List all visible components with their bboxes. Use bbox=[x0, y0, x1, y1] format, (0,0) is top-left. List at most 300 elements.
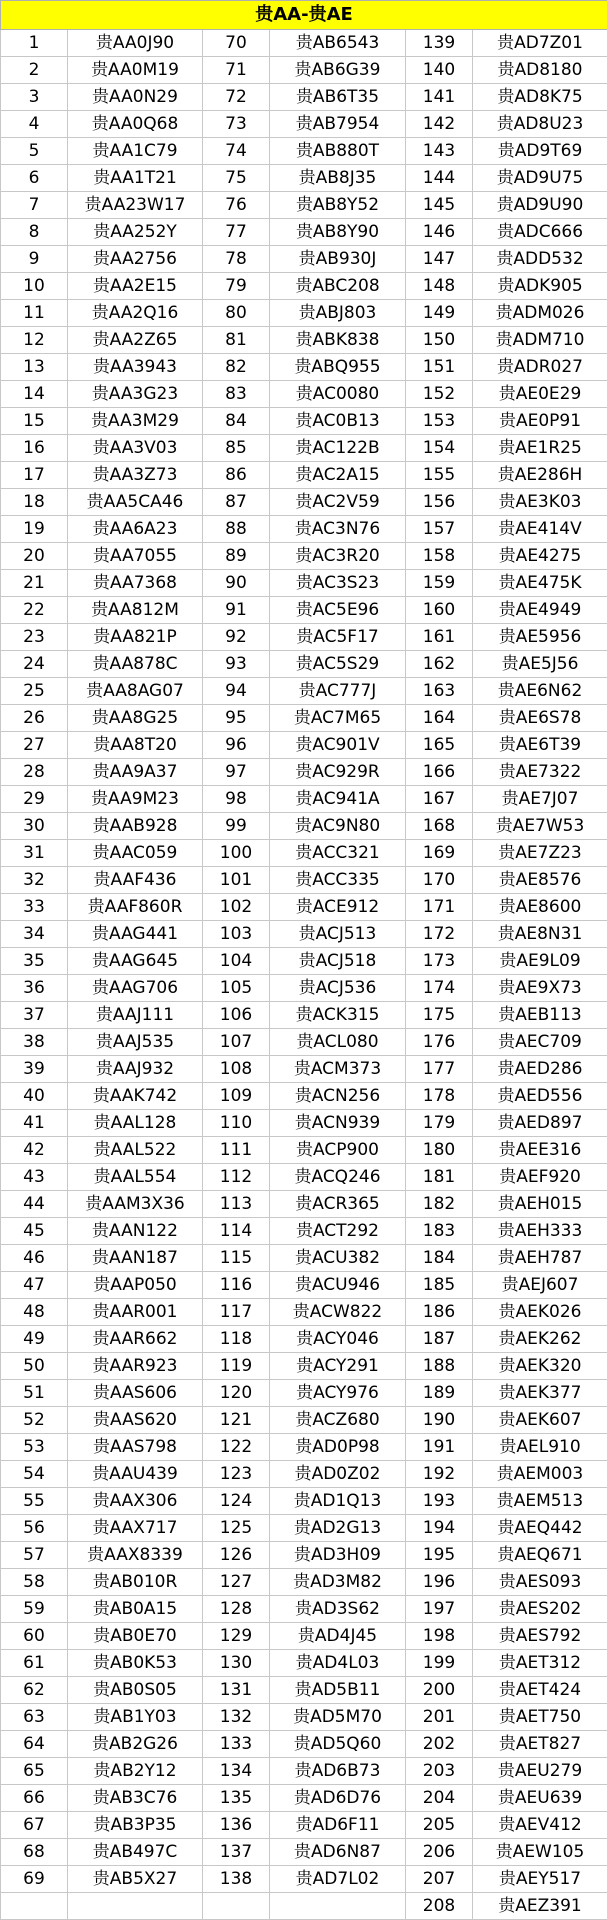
row-number: 107 bbox=[203, 1029, 270, 1056]
row-number: 29 bbox=[1, 786, 68, 813]
plate-number: 贵AA1T21 bbox=[68, 165, 203, 192]
row-number: 22 bbox=[1, 597, 68, 624]
plate-number: 贵AE1R25 bbox=[473, 435, 607, 462]
table-row bbox=[1, 489, 607, 516]
table-row bbox=[1, 1353, 607, 1380]
table-row bbox=[1, 1596, 607, 1623]
plate-number: 贵AA3V03 bbox=[68, 435, 203, 462]
plate-number: 贵ABC208 bbox=[270, 273, 406, 300]
row-number: 153 bbox=[406, 408, 473, 435]
plate-number: 贵AEK026 bbox=[473, 1299, 607, 1326]
plate-number: 贵AD7L02 bbox=[270, 1866, 406, 1893]
plate-number: 贵AAL522 bbox=[68, 1137, 203, 1164]
table-row bbox=[1, 1002, 607, 1029]
row-number: 59 bbox=[1, 1596, 68, 1623]
plate-number: 贵AC9N80 bbox=[270, 813, 406, 840]
row-number: 90 bbox=[203, 570, 270, 597]
plate-number: 贵AB1Y03 bbox=[68, 1704, 203, 1731]
row-number: 99 bbox=[203, 813, 270, 840]
row-number: 198 bbox=[406, 1623, 473, 1650]
plate-number: 贵AA9A37 bbox=[68, 759, 203, 786]
plate-number: 贵AA7368 bbox=[68, 570, 203, 597]
row-number: 16 bbox=[1, 435, 68, 462]
row-number: 203 bbox=[406, 1758, 473, 1785]
row-number: 63 bbox=[1, 1704, 68, 1731]
plate-number: 贵ADD532 bbox=[473, 246, 607, 273]
plate-number: 贵AB2G26 bbox=[68, 1731, 203, 1758]
plate-number: 贵AC5F17 bbox=[270, 624, 406, 651]
row-number: 174 bbox=[406, 975, 473, 1002]
row-number: 161 bbox=[406, 624, 473, 651]
plate-number: 贵AB6543 bbox=[270, 30, 406, 57]
plate-number: 贵AEK607 bbox=[473, 1407, 607, 1434]
plate-number: 贵AB497C bbox=[68, 1839, 203, 1866]
plate-number: 贵AET424 bbox=[473, 1677, 607, 1704]
plate-number: 贵AAB928 bbox=[68, 813, 203, 840]
row-number: 110 bbox=[203, 1110, 270, 1137]
plate-number: 贵AAS620 bbox=[68, 1407, 203, 1434]
row-number: 195 bbox=[406, 1542, 473, 1569]
plate-number: 贵AE8600 bbox=[473, 894, 607, 921]
row-number: 206 bbox=[406, 1839, 473, 1866]
plate-number: 贵AA8AG07 bbox=[68, 678, 203, 705]
plate-number: 贵AA3943 bbox=[68, 354, 203, 381]
plate-number: 贵AE8576 bbox=[473, 867, 607, 894]
plate-number: 贵AA0N29 bbox=[68, 84, 203, 111]
plate-number: 贵AA8G25 bbox=[68, 705, 203, 732]
plate-number: 贵AD0P98 bbox=[270, 1434, 406, 1461]
row-number: 109 bbox=[203, 1083, 270, 1110]
row-number: 204 bbox=[406, 1785, 473, 1812]
row-number: 138 bbox=[203, 1866, 270, 1893]
row-number: 93 bbox=[203, 651, 270, 678]
row-number: 67 bbox=[1, 1812, 68, 1839]
table-row bbox=[1, 1110, 607, 1137]
table-row bbox=[1, 543, 607, 570]
row-number: 137 bbox=[203, 1839, 270, 1866]
plate-number: 贵AE4949 bbox=[473, 597, 607, 624]
plate-number: 贵AEC709 bbox=[473, 1029, 607, 1056]
table-row bbox=[1, 570, 607, 597]
plate-number: 贵AE6N62 bbox=[473, 678, 607, 705]
table-row bbox=[1, 1434, 607, 1461]
table-row bbox=[1, 1164, 607, 1191]
plate-number: 贵AA2Q16 bbox=[68, 300, 203, 327]
row-number: 116 bbox=[203, 1272, 270, 1299]
row-number: 27 bbox=[1, 732, 68, 759]
plate-number: 贵ACK315 bbox=[270, 1002, 406, 1029]
table-row bbox=[1, 327, 607, 354]
plate-number: 贵AD5M70 bbox=[270, 1704, 406, 1731]
table-row bbox=[1, 867, 607, 894]
row-number: 170 bbox=[406, 867, 473, 894]
plate-number: 贵AAJ535 bbox=[68, 1029, 203, 1056]
row-number: 56 bbox=[1, 1515, 68, 1542]
plate-number: 贵AD8U23 bbox=[473, 111, 607, 138]
row-number: 84 bbox=[203, 408, 270, 435]
row-number: 190 bbox=[406, 1407, 473, 1434]
plate-number: 贵AAL128 bbox=[68, 1110, 203, 1137]
row-number: 197 bbox=[406, 1596, 473, 1623]
plate-number: 贵AB7954 bbox=[270, 111, 406, 138]
plate-number: 贵AEZ391 bbox=[473, 1893, 607, 1920]
row-number: 100 bbox=[203, 840, 270, 867]
row-number: 50 bbox=[1, 1353, 68, 1380]
plate-number: 贵AB8Y52 bbox=[270, 192, 406, 219]
plate-number: 贵AAG441 bbox=[68, 921, 203, 948]
plate-number: 贵AC777J bbox=[270, 678, 406, 705]
row-number: 61 bbox=[1, 1650, 68, 1677]
table-row bbox=[1, 30, 607, 57]
row-number: 97 bbox=[203, 759, 270, 786]
row-number: 121 bbox=[203, 1407, 270, 1434]
plate-number: 贵AE3K03 bbox=[473, 489, 607, 516]
row-number: 8 bbox=[1, 219, 68, 246]
plate-number: 贵ABJ803 bbox=[270, 300, 406, 327]
plate-number: 贵AE8N31 bbox=[473, 921, 607, 948]
plate-number: 贵AA3Z73 bbox=[68, 462, 203, 489]
plate-number: 贵AE7322 bbox=[473, 759, 607, 786]
table-row bbox=[1, 1218, 607, 1245]
row-number: 49 bbox=[1, 1326, 68, 1353]
plate-number: 贵AA0Q68 bbox=[68, 111, 203, 138]
row-number: 189 bbox=[406, 1380, 473, 1407]
row-number: 134 bbox=[203, 1758, 270, 1785]
row-number: 111 bbox=[203, 1137, 270, 1164]
plate-number: 贵AEM513 bbox=[473, 1488, 607, 1515]
plate-number: 贵AEH015 bbox=[473, 1191, 607, 1218]
plate-number: 贵AD6F11 bbox=[270, 1812, 406, 1839]
plate-number: 贵ACP900 bbox=[270, 1137, 406, 1164]
row-number: 48 bbox=[1, 1299, 68, 1326]
row-number: 40 bbox=[1, 1083, 68, 1110]
row-number: 15 bbox=[1, 408, 68, 435]
row-number: 19 bbox=[1, 516, 68, 543]
row-number: 13 bbox=[1, 354, 68, 381]
row-number: 91 bbox=[203, 597, 270, 624]
plate-number: 贵AB880T bbox=[270, 138, 406, 165]
plate-number: 贵ABQ955 bbox=[270, 354, 406, 381]
row-number: 122 bbox=[203, 1434, 270, 1461]
table-row bbox=[1, 1812, 607, 1839]
row-number: 124 bbox=[203, 1488, 270, 1515]
row-number: 139 bbox=[406, 30, 473, 57]
row-number: 89 bbox=[203, 543, 270, 570]
table-row bbox=[1, 1299, 607, 1326]
table-row bbox=[1, 1137, 607, 1164]
plate-number: 贵AEB113 bbox=[473, 1002, 607, 1029]
row-number: 152 bbox=[406, 381, 473, 408]
plate-number: 贵AAR001 bbox=[68, 1299, 203, 1326]
table-row bbox=[1, 624, 607, 651]
table-row bbox=[1, 1650, 607, 1677]
plate-number: 贵AC2A15 bbox=[270, 462, 406, 489]
plate-number: 贵AC3R20 bbox=[270, 543, 406, 570]
plate-number: 贵AEH333 bbox=[473, 1218, 607, 1245]
plate-number: 贵AE9L09 bbox=[473, 948, 607, 975]
plate-number: 贵AC5E96 bbox=[270, 597, 406, 624]
plate-number: 贵AB8Y90 bbox=[270, 219, 406, 246]
row-number: 120 bbox=[203, 1380, 270, 1407]
row-number: 37 bbox=[1, 1002, 68, 1029]
plate-number: 贵ACC335 bbox=[270, 867, 406, 894]
table-row bbox=[1, 1083, 607, 1110]
plate-number: 贵AA0M19 bbox=[68, 57, 203, 84]
plate-number: 贵AE5956 bbox=[473, 624, 607, 651]
row-number: 180 bbox=[406, 1137, 473, 1164]
plate-number: 贵AC0B13 bbox=[270, 408, 406, 435]
plate-number: 贵AD3S62 bbox=[270, 1596, 406, 1623]
table-row bbox=[1, 813, 607, 840]
plate-number: 贵AE9X73 bbox=[473, 975, 607, 1002]
plate-number: 贵AE6T39 bbox=[473, 732, 607, 759]
table-row bbox=[1, 1245, 607, 1272]
row-number: 113 bbox=[203, 1191, 270, 1218]
plate-number: 贵AD9U90 bbox=[473, 192, 607, 219]
plate-number: 贵ACM373 bbox=[270, 1056, 406, 1083]
table-row bbox=[1, 1272, 607, 1299]
table-row bbox=[1, 273, 607, 300]
plate-number: 贵AD0Z02 bbox=[270, 1461, 406, 1488]
row-number: 167 bbox=[406, 786, 473, 813]
plate-number: 贵AD3H09 bbox=[270, 1542, 406, 1569]
plate-number: 贵ADC666 bbox=[473, 219, 607, 246]
row-number: 92 bbox=[203, 624, 270, 651]
plate-number: 贵ACQ246 bbox=[270, 1164, 406, 1191]
plate-number: 贵AAM3X36 bbox=[68, 1191, 203, 1218]
row-number: 55 bbox=[1, 1488, 68, 1515]
plate-number: 贵AB010R bbox=[68, 1569, 203, 1596]
row-number: 156 bbox=[406, 489, 473, 516]
row-number: 31 bbox=[1, 840, 68, 867]
plate-number: 贵AA821P bbox=[68, 624, 203, 651]
plate-number: 贵AD6D76 bbox=[270, 1785, 406, 1812]
row-number: 81 bbox=[203, 327, 270, 354]
plate-number: 贵AC941A bbox=[270, 786, 406, 813]
plate-number: 贵AB6T35 bbox=[270, 84, 406, 111]
row-number: 96 bbox=[203, 732, 270, 759]
table-row bbox=[1, 300, 607, 327]
row-number: 151 bbox=[406, 354, 473, 381]
row-number: 128 bbox=[203, 1596, 270, 1623]
plate-number: 贵AC5S29 bbox=[270, 651, 406, 678]
row-number: 196 bbox=[406, 1569, 473, 1596]
plate-number: 贵AAL554 bbox=[68, 1164, 203, 1191]
plate-number: 贵AES792 bbox=[473, 1623, 607, 1650]
row-number: 182 bbox=[406, 1191, 473, 1218]
plate-number: 贵AB2Y12 bbox=[68, 1758, 203, 1785]
row-number: 21 bbox=[1, 570, 68, 597]
plate-number: 贵AC0080 bbox=[270, 381, 406, 408]
row-number: 193 bbox=[406, 1488, 473, 1515]
plate-number: 贵AAG706 bbox=[68, 975, 203, 1002]
plate-number: 贵AB8J35 bbox=[270, 165, 406, 192]
row-number: 83 bbox=[203, 381, 270, 408]
table-row bbox=[1, 192, 607, 219]
row-number: 126 bbox=[203, 1542, 270, 1569]
plate-number: 贵AAX306 bbox=[68, 1488, 203, 1515]
row-number: 119 bbox=[203, 1353, 270, 1380]
row-number bbox=[1, 1893, 68, 1920]
row-number: 52 bbox=[1, 1407, 68, 1434]
row-number: 98 bbox=[203, 786, 270, 813]
table-row bbox=[1, 597, 607, 624]
plate-number: 贵AAN187 bbox=[68, 1245, 203, 1272]
row-number: 33 bbox=[1, 894, 68, 921]
plate-number: 贵AAG645 bbox=[68, 948, 203, 975]
row-number: 1 bbox=[1, 30, 68, 57]
row-number: 145 bbox=[406, 192, 473, 219]
row-number: 202 bbox=[406, 1731, 473, 1758]
row-number: 46 bbox=[1, 1245, 68, 1272]
row-number: 191 bbox=[406, 1434, 473, 1461]
row-number: 80 bbox=[203, 300, 270, 327]
plate-number: 贵AED286 bbox=[473, 1056, 607, 1083]
plate-number: 贵AD7Z01 bbox=[473, 30, 607, 57]
row-number: 60 bbox=[1, 1623, 68, 1650]
row-number: 66 bbox=[1, 1785, 68, 1812]
row-number: 47 bbox=[1, 1272, 68, 1299]
plate-number: 贵AEQ671 bbox=[473, 1542, 607, 1569]
row-number: 39 bbox=[1, 1056, 68, 1083]
row-number: 187 bbox=[406, 1326, 473, 1353]
row-number: 103 bbox=[203, 921, 270, 948]
row-number: 183 bbox=[406, 1218, 473, 1245]
table-row bbox=[1, 1326, 607, 1353]
plate-number: 贵AEV412 bbox=[473, 1812, 607, 1839]
row-number: 165 bbox=[406, 732, 473, 759]
row-number: 143 bbox=[406, 138, 473, 165]
row-number: 154 bbox=[406, 435, 473, 462]
table-row bbox=[1, 84, 607, 111]
row-number: 159 bbox=[406, 570, 473, 597]
plate-number: 贵AB6G39 bbox=[270, 57, 406, 84]
row-number: 136 bbox=[203, 1812, 270, 1839]
row-number: 140 bbox=[406, 57, 473, 84]
row-number: 18 bbox=[1, 489, 68, 516]
row-number: 30 bbox=[1, 813, 68, 840]
row-number: 178 bbox=[406, 1083, 473, 1110]
row-number: 64 bbox=[1, 1731, 68, 1758]
table-row bbox=[1, 1191, 607, 1218]
plate-number: 贵AE7J07 bbox=[473, 786, 607, 813]
row-number: 6 bbox=[1, 165, 68, 192]
plate-number: 贵AC122B bbox=[270, 435, 406, 462]
plate-number: 贵AAC059 bbox=[68, 840, 203, 867]
plate-number: 贵ACT292 bbox=[270, 1218, 406, 1245]
table-row bbox=[1, 732, 607, 759]
plate-number: 贵AB930J bbox=[270, 246, 406, 273]
plate-number: 贵AA3G23 bbox=[68, 381, 203, 408]
plate-number: 贵AAR923 bbox=[68, 1353, 203, 1380]
table-row bbox=[1, 1731, 607, 1758]
row-number: 35 bbox=[1, 948, 68, 975]
row-number: 101 bbox=[203, 867, 270, 894]
plate-number: 贵ACN939 bbox=[270, 1110, 406, 1137]
row-number: 54 bbox=[1, 1461, 68, 1488]
plate-number: 贵AA2E15 bbox=[68, 273, 203, 300]
plate-number: 贵AEW105 bbox=[473, 1839, 607, 1866]
row-number: 146 bbox=[406, 219, 473, 246]
plate-number: 贵AD9U75 bbox=[473, 165, 607, 192]
row-number: 181 bbox=[406, 1164, 473, 1191]
row-number: 149 bbox=[406, 300, 473, 327]
table-row bbox=[1, 975, 607, 1002]
plate-number: 贵AD9T69 bbox=[473, 138, 607, 165]
table-row bbox=[1, 1866, 607, 1893]
row-number: 173 bbox=[406, 948, 473, 975]
table-row bbox=[1, 1461, 607, 1488]
plate-number: 贵ADR027 bbox=[473, 354, 607, 381]
row-number: 69 bbox=[1, 1866, 68, 1893]
table-row bbox=[1, 138, 607, 165]
row-number: 74 bbox=[203, 138, 270, 165]
plate-number: 贵ACU946 bbox=[270, 1272, 406, 1299]
row-number: 78 bbox=[203, 246, 270, 273]
plate-number: 贵AEL910 bbox=[473, 1434, 607, 1461]
plate-number: 贵AEK262 bbox=[473, 1326, 607, 1353]
row-number: 199 bbox=[406, 1650, 473, 1677]
row-number: 188 bbox=[406, 1353, 473, 1380]
table-row bbox=[1, 1839, 607, 1866]
table-row bbox=[1, 678, 607, 705]
plate-number: 贵AEM003 bbox=[473, 1461, 607, 1488]
row-number: 184 bbox=[406, 1245, 473, 1272]
row-number: 4 bbox=[1, 111, 68, 138]
table-row bbox=[1, 1569, 607, 1596]
row-number: 20 bbox=[1, 543, 68, 570]
row-number: 177 bbox=[406, 1056, 473, 1083]
row-number: 85 bbox=[203, 435, 270, 462]
plate-number: 贵ACJ513 bbox=[270, 921, 406, 948]
row-number bbox=[203, 1893, 270, 1920]
plate-number: 贵AAS606 bbox=[68, 1380, 203, 1407]
row-number: 186 bbox=[406, 1299, 473, 1326]
plate-number: 贵AB5X27 bbox=[68, 1866, 203, 1893]
row-number: 65 bbox=[1, 1758, 68, 1785]
plate-number: 贵AES202 bbox=[473, 1596, 607, 1623]
table-row bbox=[1, 840, 607, 867]
row-number: 205 bbox=[406, 1812, 473, 1839]
row-number: 115 bbox=[203, 1245, 270, 1272]
plate-number: 贵AC901V bbox=[270, 732, 406, 759]
plate-number: 贵AC2V59 bbox=[270, 489, 406, 516]
table-row bbox=[1, 1542, 607, 1569]
row-number: 141 bbox=[406, 84, 473, 111]
plate-number: 贵AA2Z65 bbox=[68, 327, 203, 354]
plate-number: 贵AC3N76 bbox=[270, 516, 406, 543]
plate-number: 贵AD8K75 bbox=[473, 84, 607, 111]
row-number: 129 bbox=[203, 1623, 270, 1650]
plate-number: 贵ACW822 bbox=[270, 1299, 406, 1326]
plate-number: 贵ACU382 bbox=[270, 1245, 406, 1272]
row-number: 105 bbox=[203, 975, 270, 1002]
row-number: 132 bbox=[203, 1704, 270, 1731]
plate-number: 贵ACC321 bbox=[270, 840, 406, 867]
row-number: 135 bbox=[203, 1785, 270, 1812]
row-number: 51 bbox=[1, 1380, 68, 1407]
plate-number: 贵ACY291 bbox=[270, 1353, 406, 1380]
plate-number: 贵AEU639 bbox=[473, 1785, 607, 1812]
row-number: 44 bbox=[1, 1191, 68, 1218]
row-number: 53 bbox=[1, 1434, 68, 1461]
row-number: 12 bbox=[1, 327, 68, 354]
table-row bbox=[1, 1515, 607, 1542]
row-number: 32 bbox=[1, 867, 68, 894]
row-number: 43 bbox=[1, 1164, 68, 1191]
plate-number: 贵ACE912 bbox=[270, 894, 406, 921]
row-number: 94 bbox=[203, 678, 270, 705]
